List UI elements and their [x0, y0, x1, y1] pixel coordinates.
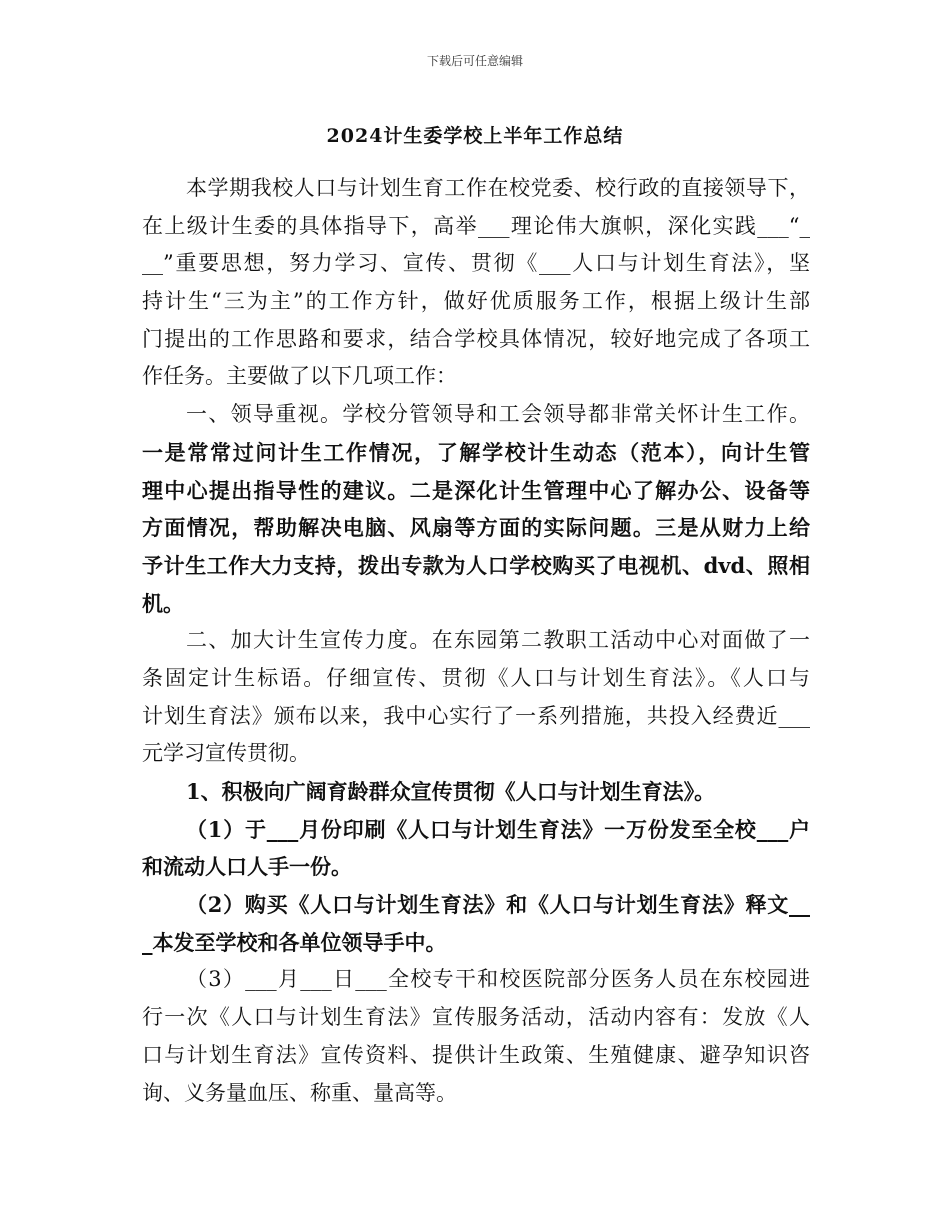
body-text-line: 在上级计生委的具体指导下，高举___理论伟大旗帜，深化实践___“_: [142, 213, 810, 238]
body-text-line: 和流动人口人手一份。: [142, 854, 352, 880]
body-text-line: __”重要思想，努力学习、宣传、贯彻《___人口与计划生育法》，坚: [142, 251, 810, 276]
body-text-line: 一是常常过问计生工作情况，了解学校计生动态（范本），向计生管: [142, 439, 810, 465]
body-text-line: 予计生工作大力支持，拨出专款为人口学校购买了电视机、dvd、照相: [142, 552, 810, 578]
body-text-line: （1）于___月份印刷《人口与计划生育法》一万份发至全校___户: [186, 816, 810, 842]
body-text-line: 本学期我校人口与计划生育工作在校党委、校行政的直接领导下，: [186, 176, 810, 200]
body-text-line: 方面情况，帮助解决电脑、风扇等方面的实际问题。三是从财力上给: [142, 515, 810, 541]
document-body: [142, 170, 810, 1112]
body-text-line: 持计生“三为主”的工作方针，做好优质服务工作，根据上级计生部: [142, 289, 810, 314]
header-note: 下载后可任意编辑: [426, 54, 523, 68]
body-text-line: _本发至学校和各单位领导手中。: [142, 929, 447, 955]
body-text-line: （2）购买《人口与计划生育法》和《人口与计划生育法》释文__: [186, 892, 810, 918]
body-text-line: 行一次《人口与计划生育法》宣传服务活动，活动内容有：发放《人: [142, 1005, 810, 1030]
body-text-line: 条固定计生标语。仔细宣传、贯彻《人口与计划生育法》。《人口与: [142, 665, 810, 690]
body-text-line: 询、义务量血压、称重、量高等。: [142, 1080, 457, 1105]
body-text-line: 二、加大计生宣传力度。在东园第二教职工活动中心对面做了一: [186, 628, 810, 653]
body-text-line: 理中心提出指导性的建议。二是深化计生管理中心了解办公、设备等: [142, 477, 810, 503]
body-text-line: 门提出的工作思路和要求，结合学校具体情况，较好地完成了各项工: [142, 326, 810, 351]
body-text-line: 机。: [142, 590, 184, 616]
body-text-line: 元学习宣传贯彻。: [142, 741, 310, 766]
body-text-line: 一、领导重视。学校分管领导和工会领导都非常关怀计生工作。: [186, 402, 810, 427]
body-text-line: （3）___月___日___全校专干和校医院部分医务人员在东校园进: [186, 967, 810, 992]
body-text-line: 1、积极向广阔育龄群众宣传贯彻《人口与计划生育法》。: [186, 779, 716, 804]
document-title: 2024计生委学校上半年工作总结: [326, 125, 624, 147]
body-text-line: 口与计划生育法》宣传资料、提供计生政策、生殖健康、避孕知识咨: [142, 1042, 810, 1067]
body-text-line: 计划生育法》颁布以来，我中心实行了一系列措施，共投入经费近___: [142, 703, 810, 728]
body-text-line: 作任务。主要做了以下几项工作：: [142, 364, 457, 389]
